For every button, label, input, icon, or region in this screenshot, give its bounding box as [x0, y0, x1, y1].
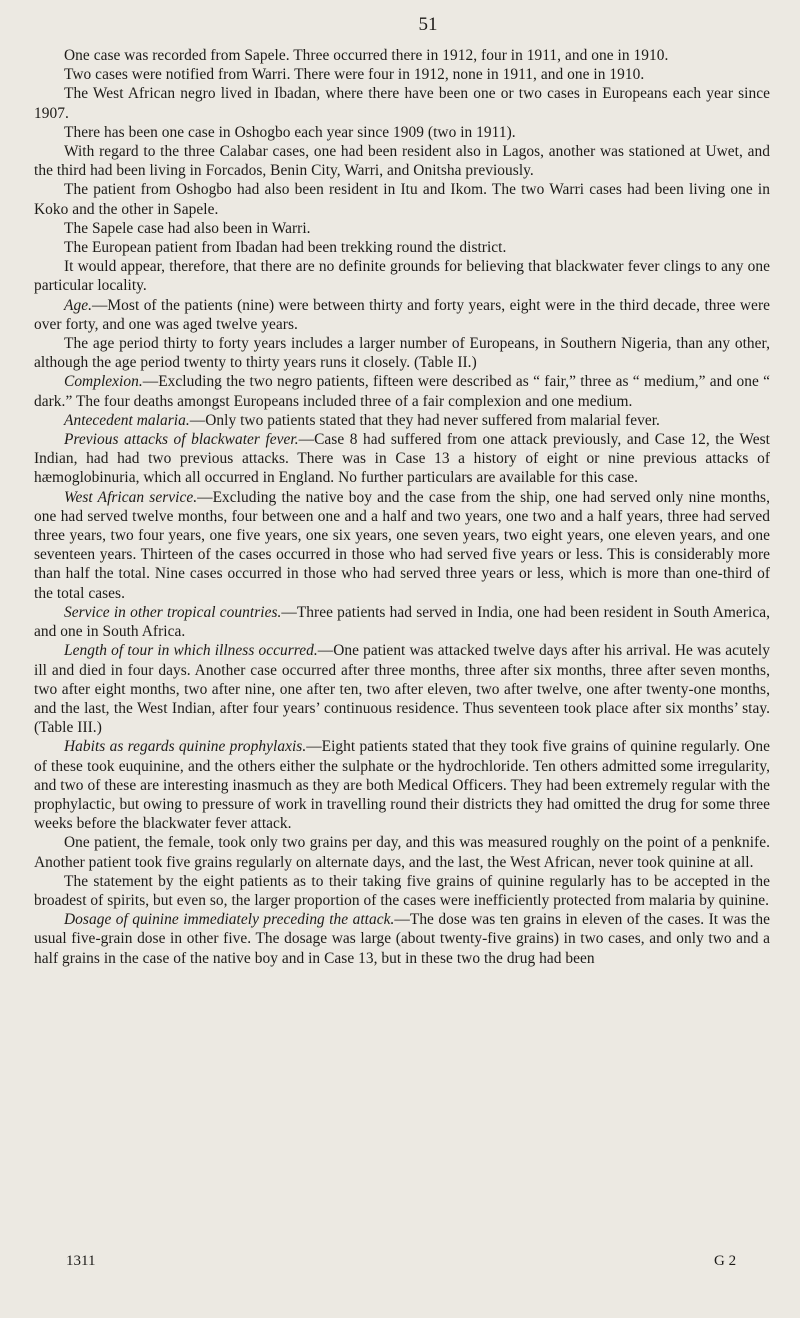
- paragraph-text: One case was recorded from Sapele. Three occurred there in 1912, four in 1911, and one in 1910.: [64, 47, 669, 64]
- paragraph-text: —The dose was ten grains in eleven of the cases. It was the usual five-grain dose in other five. The dosage was large (about twenty-five grains) in two cases, and only two and a half grains in the case of the native boy and in Case 13, but in these two the drug had been: [34, 911, 770, 967]
- paragraph-text: It would appear, therefore, that there are no definite grounds for believing that blackwater fever clings to any one particular locality.: [34, 258, 770, 295]
- paragraph-heading: Dosage of quinine immediately preceding the attack.: [64, 911, 395, 929]
- paragraph-text: There has been one case in Oshogbo each year since 1909 (two in 1911).: [64, 123, 516, 141]
- paragraph: [34, 219, 770, 238]
- paragraph-text: With regard to the three Calabar cases, one had been resident also in Lagos, another was stationed at Uwet, and the third had been living in Forcados, Benin City, Warri, and Onitsha previously.: [34, 143, 770, 180]
- paragraph: [34, 296, 770, 334]
- paragraph: [34, 372, 770, 410]
- paragraph-text: —Case 8 had suffered from one attack previously, and Case 12, the West Indian, had had two previous attacks. There was in Case 13 a history of eight or nine previous attacks of hæmoglobinuria, which all occurred in England. No further particulars are available for this case.: [34, 431, 771, 487]
- paragraph: [34, 737, 770, 833]
- paragraph: [34, 180, 770, 218]
- paragraph: [34, 334, 770, 372]
- paragraph-text: The Sapele case had also been in Warri.: [64, 219, 311, 237]
- paragraph: [34, 430, 770, 488]
- paragraph: [34, 65, 770, 84]
- paragraph: [34, 123, 770, 142]
- paragraph-text: —Eight patients stated that they took five grains of quinine regularly. One of these took euquinine, and the others either the sulphate or the hydrochloride. Ten others admitted some irregularity, and two of these are interesting inasmuch as they are both Medical Officers. They had been extremely regular with the prophylactic, but owing to pressure of work in travelling round their districts they had omitted the drug for some three weeks before the blackwater fever attack.: [34, 738, 770, 833]
- page-number: 51: [418, 14, 438, 35]
- paragraph-heading: Complexion.: [64, 373, 143, 391]
- signature-mark: 1311: [66, 1253, 96, 1269]
- paragraph: [34, 488, 770, 603]
- paragraph-text: —Excluding the native boy and the case from the ship, one had served only nine months, one had served twelve months, four between one and a half and two years, one two and a half years, three had served three years, two four years, one five years, one six years, one seven years, two eight years, one eleven years, and one seventeen years. Thirteen of the cases occurred in those who had served five years or less. This is considerably more than half the total. Nine cases occurred in those who had served three years or less, which is more than one-third of the total cases.: [34, 488, 770, 602]
- paragraph: [34, 910, 770, 968]
- paragraph-heading: Habits as regards quinine prophylaxis.: [64, 738, 307, 756]
- paragraph: [34, 411, 770, 430]
- paragraph: [34, 142, 770, 180]
- body-text: [34, 46, 770, 968]
- paragraph: [34, 872, 770, 910]
- paragraph-heading: Length of tour in which illness occurred.: [64, 642, 318, 660]
- paragraph-text: Two cases were notified from Warri. There were four in 1912, none in 1911, and one in 1910.: [64, 66, 645, 84]
- paragraph-text: The West African negro lived in Ibadan, where there have been one or two cases in Europeans each year since 1907.: [34, 85, 770, 122]
- paragraph-text: —Excluding the two negro patients, fifteen were described as “ fair,” three as “ medium,” and one “ dark.” The four deaths amongst Europeans included three of a fair complexion and one medium.: [34, 373, 770, 410]
- paragraph: [34, 46, 770, 65]
- paragraph: [34, 238, 770, 257]
- paragraph-text: —Only two patients stated that they had never suffered from malarial fever.: [189, 411, 660, 429]
- paragraph-text: The statement by the eight patients as to their taking five grains of quinine regularly has to be accepted in the broadest of spirits, but even so, the larger proportion of the cases were inefficiently protected from malaria by quinine.: [34, 872, 770, 909]
- paragraph-heading: Service in other tropical countries.: [64, 603, 282, 621]
- paragraph-text: —Three patients had served in India, one had been resident in South America, and one in South Africa.: [34, 603, 770, 641]
- page-footer: [0, 1253, 800, 1273]
- paragraph: [34, 257, 770, 295]
- paragraph-heading: West African service.: [64, 488, 198, 506]
- paragraph: [34, 833, 770, 871]
- paragraph-text: One patient, the female, took only two grains per day, and this was measured roughly on the point of a penknife. Another patient took five grains regularly on alternate days, and the last, the West African, never took quinine at all.: [34, 834, 770, 871]
- paragraph-text: The European patient from Ibadan had been trekking round the district.: [64, 239, 507, 257]
- paragraph-heading: Previous attacks of blackwater fever.: [64, 431, 299, 449]
- gathering-mark: G 2: [714, 1253, 737, 1269]
- paragraph: [34, 641, 770, 737]
- paragraph-heading: Antecedent malaria.: [64, 411, 190, 429]
- paragraph-heading: Age.: [64, 296, 92, 314]
- paragraph-text: The age period thirty to forty years includes a larger number of Europeans, in Southern Nigeria, than any other, although the age period twenty to thirty years runs it closely. (Table II.): [34, 335, 770, 372]
- paragraph-text: —One patient was attacked twelve days after his arrival. He was acutely ill and died in four days. Another case occurred after three months, three after six months, three after seven months, two after eight months, two after nine, one after ten, two after eleven, two after twelve, one after twenty-one months, and the last, the West Indian, after four years’ continuous residence. Thus seventeen took place after six months’ stay. (Table III.): [34, 642, 771, 737]
- paragraph-text: —Most of the patients (nine) were between thirty and forty years, eight were in the third decade, three were over forty, and one was aged twelve years.: [34, 296, 770, 333]
- paragraph: [34, 84, 770, 122]
- paragraph-text: The patient from Oshogbo had also been resident in Itu and Ikom. The two Warri cases had been living one in Koko and the other in Sapele.: [34, 181, 770, 218]
- paragraph: [34, 603, 770, 641]
